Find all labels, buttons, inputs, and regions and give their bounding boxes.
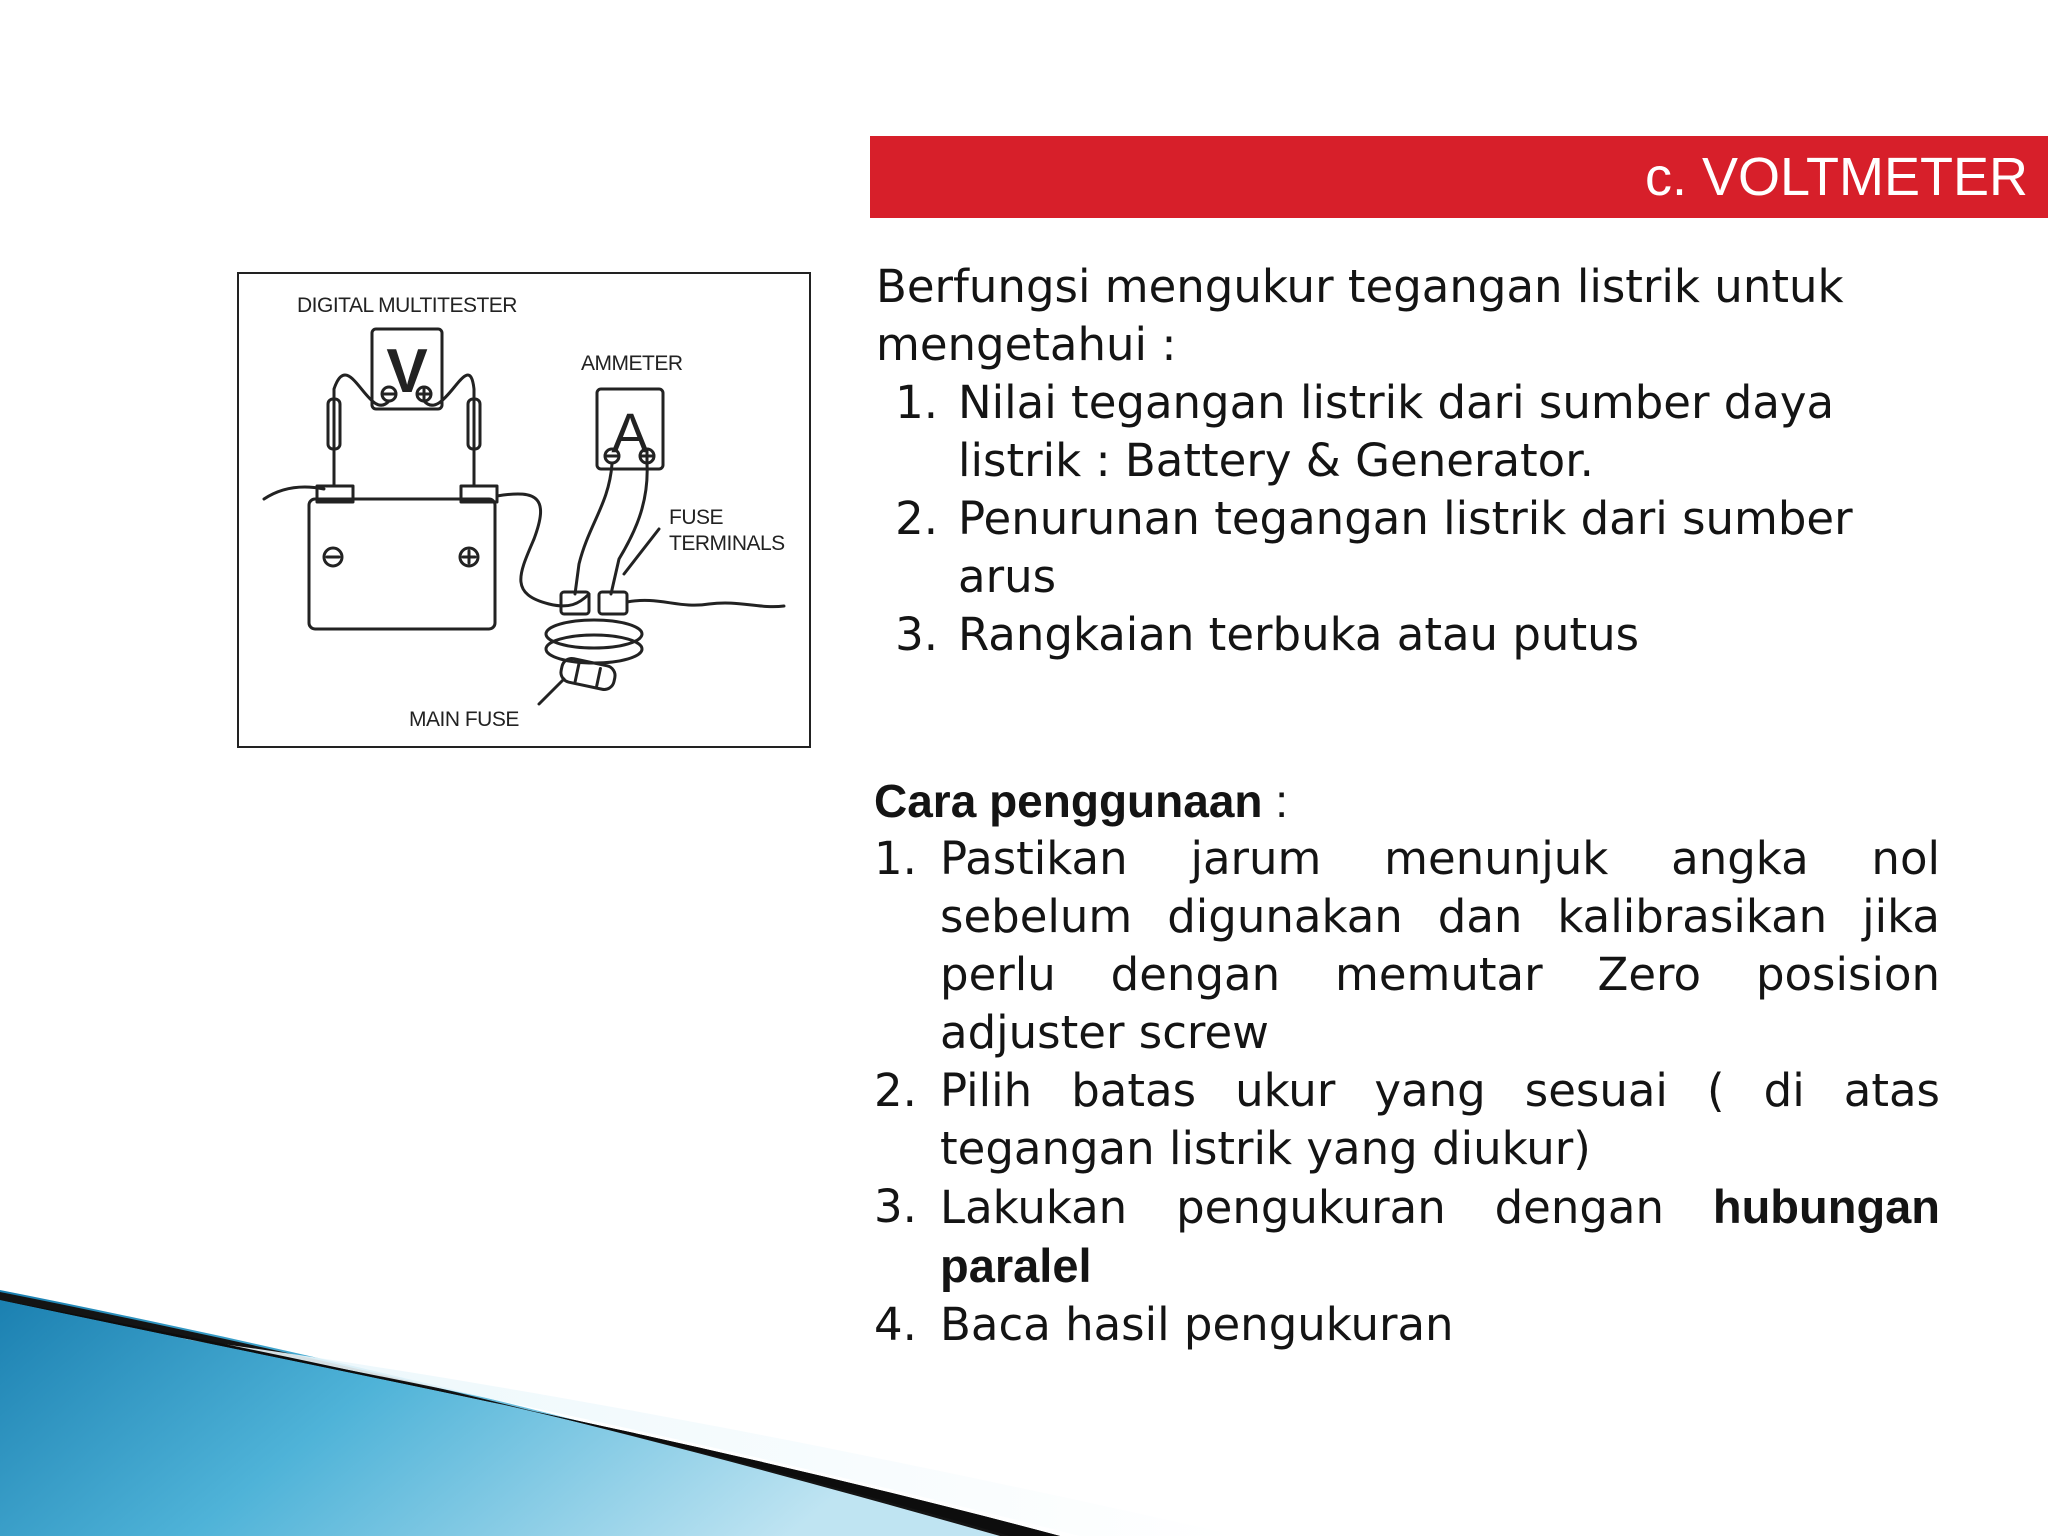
usage-step [874, 830, 1940, 1062]
usage-step-text-plain: Lakukan pengukuran dengan [940, 1181, 1713, 1234]
intro-item [876, 374, 1936, 490]
usage-step-number: 3. [874, 1180, 917, 1233]
fuse-terminal-right [599, 592, 627, 614]
usage-section [874, 772, 1940, 1354]
battery-wire-left [264, 487, 324, 499]
intro-item-number: 1. [895, 376, 938, 429]
label-main-fuse: MAIN FUSE [409, 708, 519, 731]
usage-heading-colon: : [1262, 775, 1289, 827]
intro-section [876, 258, 1936, 664]
usage-step-text [940, 1178, 1940, 1296]
circuit-diagram-figure [237, 272, 811, 748]
voltmeter-letter: V [386, 337, 428, 406]
label-ammeter: AMMETER [581, 352, 683, 375]
usage-heading [874, 772, 1940, 830]
label-fuse: FUSE [669, 506, 724, 529]
intro-item-number: 3. [895, 608, 938, 661]
ammeter-lead-negative [575, 464, 612, 594]
usage-steps [874, 830, 1940, 1354]
usage-step-number: 2. [874, 1064, 917, 1117]
circuit-diagram-drawing [239, 274, 811, 748]
usage-heading-text: Cara penggunaan [874, 775, 1263, 827]
intro-item-text: Nilai tegangan listrik dari sumber daya listrik : Battery & Generator. [958, 376, 1835, 487]
intro-text: Berfungsi mengukur tegangan listrik untuk mengetahui : [876, 260, 1844, 371]
voltmeter-lead-negative [334, 375, 389, 486]
intro-list [876, 374, 1936, 664]
ammeter-lead-positive [611, 464, 647, 594]
intro-item-text: Penurunan tegangan listrik dari sumber arus [958, 492, 1853, 603]
intro-item-number: 2. [895, 492, 938, 545]
usage-step [874, 1296, 1940, 1354]
usage-step-text-bold: hubungan paralel [940, 1180, 1940, 1292]
label-terminals: TERMINALS [669, 532, 785, 555]
usage-step [874, 1178, 1940, 1296]
usage-step-text: Pastikan jarum menunjuk angka nol sebelum digunakan dan kalibrasikan jika perlu dengan memutar Zero posision adjuster screw [940, 832, 1940, 1059]
slide-title: c. VOLTMETER [1644, 147, 2028, 207]
intro-item-text: Rangkaian terbuka atau putus [958, 608, 1640, 661]
usage-step-text: Pilih batas ukur yang sesuai ( di atas tegangan listrik yang diukur) [940, 1064, 1940, 1175]
usage-step-number: 4. [874, 1298, 917, 1351]
label-digital-multitester: DIGITAL MULTITESTER [297, 294, 517, 317]
title-bar [870, 136, 2048, 218]
usage-step-text: Baca hasil pengukuran [940, 1298, 1454, 1351]
usage-step [874, 1062, 1940, 1178]
ammeter-letter: A [611, 401, 649, 464]
usage-step-number: 1. [874, 832, 917, 885]
intro-item [876, 490, 1936, 606]
intro-item [876, 606, 1936, 664]
